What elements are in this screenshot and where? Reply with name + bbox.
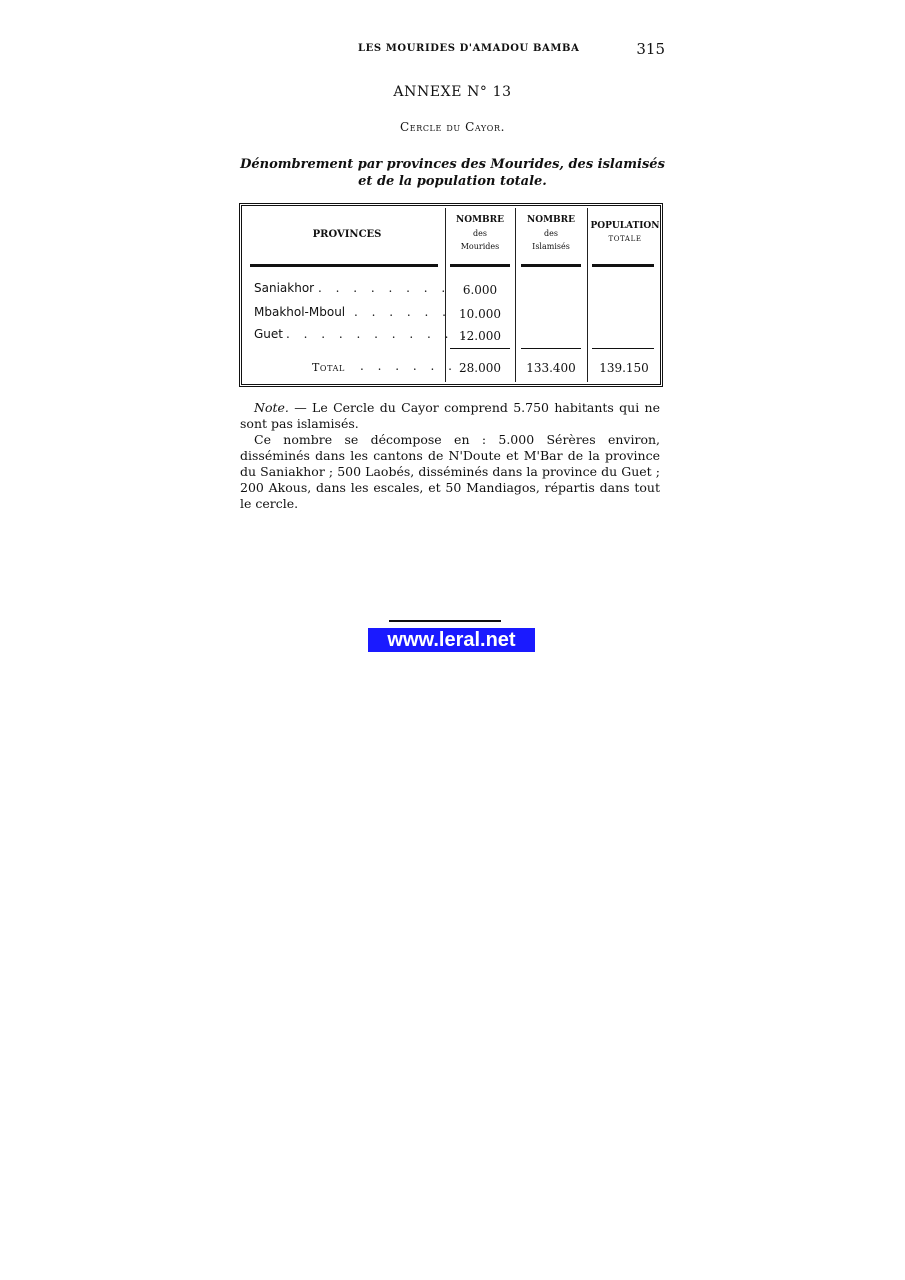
province-name: Saniakhor bbox=[254, 281, 315, 295]
header-mourides-line3: Mourides bbox=[460, 242, 500, 251]
note-text: — Le Cercle du Cayor comprend 5.750 habitants qui ne sont pas islamisés. bbox=[240, 400, 660, 431]
header-mourides-line1: NOMBRE bbox=[456, 215, 504, 225]
province-name: Guet bbox=[254, 327, 283, 341]
leader-dots: . . . . . . bbox=[354, 305, 451, 319]
header-islamises-line3: Islamisés bbox=[532, 242, 570, 251]
leader-dots: . . . . . . bbox=[360, 359, 457, 373]
column-divider bbox=[587, 208, 588, 382]
total-mourides: 28.000 bbox=[459, 361, 501, 375]
leader-dots: . . . . . . . . . . . bbox=[286, 327, 472, 341]
header-islamises-line2: des bbox=[544, 229, 558, 238]
annex-title: ANNEXE N° 13 bbox=[393, 84, 512, 100]
circle-title: Cercle du Cayor. bbox=[399, 120, 506, 134]
province-name: Mbakhol-Mboul bbox=[254, 305, 346, 319]
note-section bbox=[240, 400, 660, 512]
table-caption: Dénombrement par provinces des Mourides, des islamisés et de la population totale. bbox=[240, 157, 665, 189]
header-population-line2: TOTALE bbox=[608, 235, 642, 243]
mourides-value: 10.000 bbox=[459, 307, 501, 321]
header-rule bbox=[450, 264, 510, 267]
header-islamises bbox=[517, 214, 585, 253]
header-rule bbox=[521, 264, 581, 267]
note-paragraph: Ce nombre se décompose en : 5.000 Sérères environ, disséminés dans les cantons de N'Doute et M'Bar de la province du Saniakhor ; 500 Laobés, disséminés dans la province du Guet ; 200 Akous, dans les escales, et 50 Mandiagos, répartis dans tout le cercle. bbox=[240, 432, 660, 511]
mourides-value: 6.000 bbox=[462, 283, 498, 297]
total-rule bbox=[450, 348, 510, 349]
column-divider bbox=[445, 208, 446, 382]
page-header bbox=[240, 40, 665, 62]
note-label: Note. bbox=[254, 400, 289, 415]
note-paragraph bbox=[240, 400, 660, 432]
header-islamises-line1: NOMBRE bbox=[527, 215, 575, 225]
total-label: Total bbox=[312, 361, 345, 374]
header-rule bbox=[250, 264, 438, 267]
header-mourides bbox=[447, 214, 513, 253]
population-table bbox=[239, 203, 663, 387]
watermark-link[interactable]: www.leral.net bbox=[368, 628, 535, 652]
header-population-line1: POPULATION bbox=[590, 221, 660, 231]
page-number: 315 bbox=[636, 40, 665, 58]
header-mourides-line2: des bbox=[473, 229, 487, 238]
total-rule bbox=[521, 348, 581, 349]
column-divider bbox=[515, 208, 516, 382]
running-title: LES MOURIDES D'AMADOU BAMBA bbox=[358, 43, 580, 54]
total-islamises: 133.400 bbox=[526, 361, 576, 375]
leader-dots: . . . . . . . . bbox=[318, 281, 451, 295]
end-rule bbox=[389, 620, 501, 622]
header-provinces: PROVINCES bbox=[312, 229, 382, 240]
total-rule bbox=[592, 348, 654, 349]
header-rule bbox=[592, 264, 654, 267]
header-population bbox=[589, 220, 661, 246]
total-population: 139.150 bbox=[599, 361, 649, 375]
mourides-value: 12.000 bbox=[459, 329, 501, 343]
